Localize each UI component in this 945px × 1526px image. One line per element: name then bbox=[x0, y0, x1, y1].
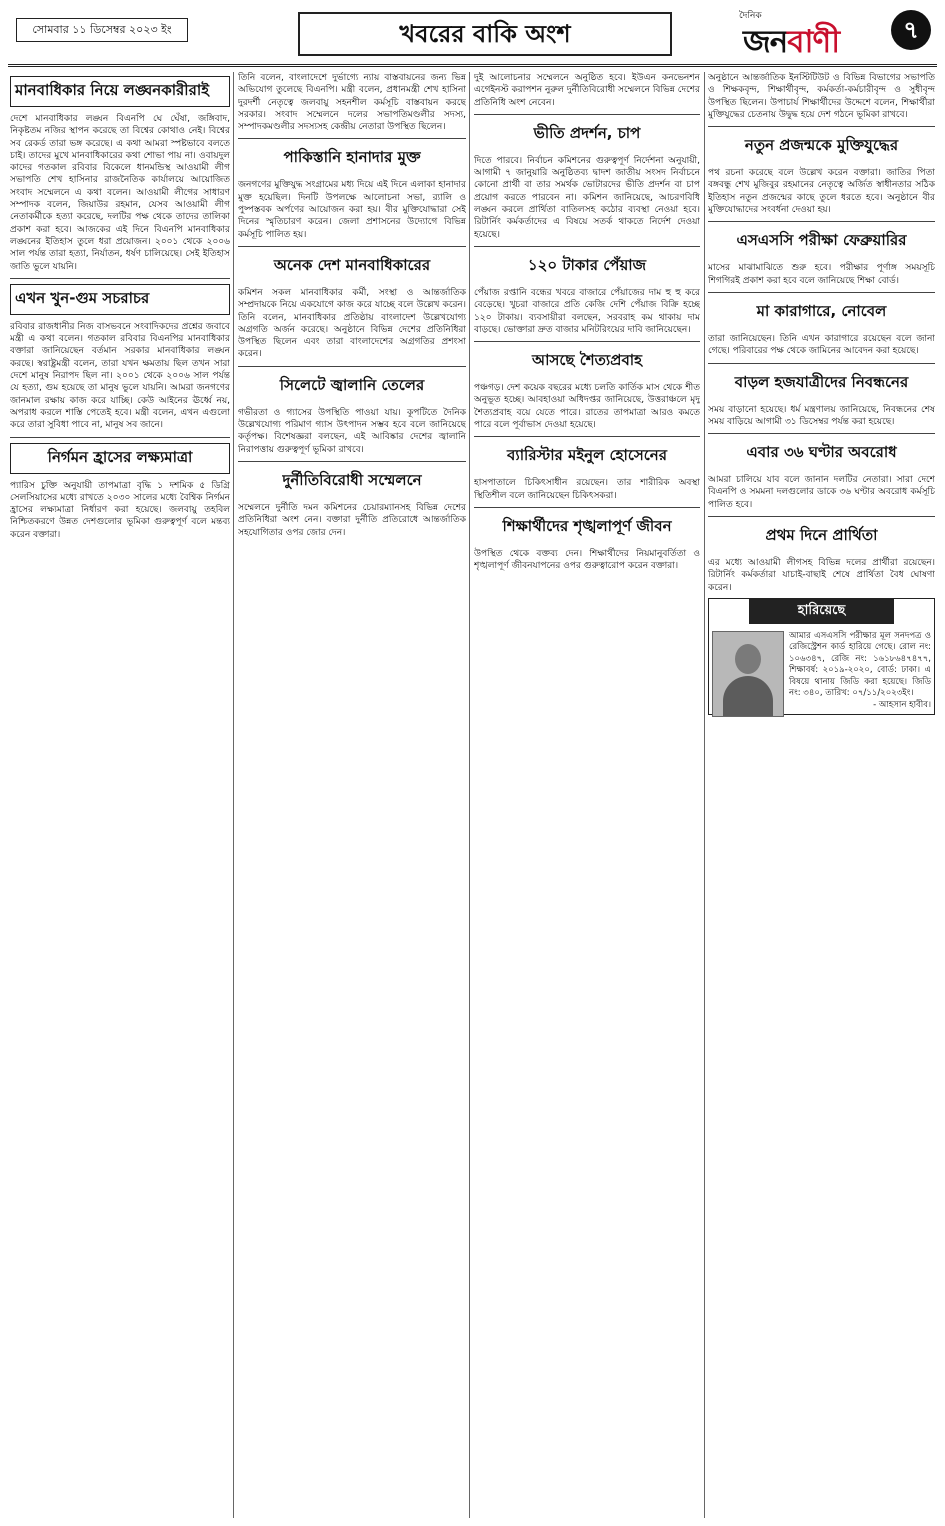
article-headline: নির্গমন হ্রাসের লক্ষ্যমাত্রা bbox=[10, 443, 230, 474]
page-number-badge: ৭ bbox=[891, 10, 931, 50]
article-separator bbox=[238, 138, 466, 139]
article-headline: মানবাধিকার নিয়ে লঙ্ঘনকারীরাই bbox=[10, 76, 230, 107]
article-body: পথ রচনা করেছে বলে উল্লেখ করেন বক্তারা। জাতির পিতা বঙ্গবন্ধু শেখ মুজিবুর রহমানের নেতৃত্বে অর্জিত স্বাধীনতার সঠিক ইতিহাস নতুন প্রজন্মের কাছে তুলে ধরতে হবে। অনুষ্ঠানে বীর মুক্তিযোদ্ধাদের সংবর্ধনা দেওয়া হয়। bbox=[708, 168, 935, 216]
article-body: পেঁয়াজ রপ্তানি বন্ধের খবরে বাজারে পেঁয়াজের দাম হু হু করে বেড়েছে। খুচরা বাজারে প্রতি কেজি দেশি পেঁয়াজ বিক্রি হচ্ছে ১২০ টাকায়। ব্যবসায়ীরা বলছেন, সরবরাহ কম থাকায় দাম বাড়ছে। ভোক্তারা দ্রুত বাজার মনিটরিংয়ের দাবি জানিয়েছেন। bbox=[474, 287, 700, 335]
article-body: পঞ্চগড়। দেশ কয়েক বছরের মধ্যে চলতি কার্তিক মাস থেকে শীত অনুভূত হচ্ছে। আবহাওয়া অধিদপ্তর জানিয়েছে, উত্তরাঞ্চলে মৃদু শৈত্যপ্রবাহ বয়ে যেতে পারে। রাতের তাপমাত্রা আরও কমতে পারে বলে পূর্বাভাস দেওয়া হয়েছে। bbox=[474, 383, 700, 431]
article-headline: আসছে শৈত্যপ্রবাহ bbox=[531, 351, 643, 370]
newspaper-logo bbox=[735, 8, 885, 60]
article-body: দিতে পারবে। নির্বাচন কমিশনের গুরুত্বপূর্ণ নির্দেশনা অনুযায়ী, আগামী ৭ জানুয়ারি অনুষ্ঠিতব্য দ্বাদশ জাতীয় সংসদ নির্বাচনে কোনো প্রার্থী বা তার সমর্থক ভোটারদের ভীতি প্রদর্শন বা চাপ প্রয়োগ করতে পারবেন না। কমিশন জানিয়েছে, আচরণবিধি লঙ্ঘন করলে প্রার্থিতা বাতিলসহ কঠোর ব্যবস্থা নেওয়া হবে। রিটার্নিং কর্মকর্তাদের এ বিষয়ে সতর্ক থাকতে নির্দেশ দেওয়া হয়েছে। bbox=[474, 155, 700, 240]
article-headline: এসএসসি পরীক্ষা ফেব্রুয়ারির bbox=[736, 231, 907, 250]
logo-part1: জন bbox=[743, 24, 788, 60]
article-body: সম্মেলনে দুর্নীতি দমন কমিশনের চেয়ারম্যানসহ বিভিন্ন দেশের প্রতিনিধিরা অংশ নেন। বক্তারা দুর্নীতি প্রতিরোধে আন্তর্জাতিক সহযোগিতার ওপর জোর দেন। bbox=[238, 502, 466, 538]
article-headline: দুর্নীতিবিরোধী সম্মেলনে bbox=[282, 470, 422, 489]
article-headline: ভীতি প্রদর্শন, চাপ bbox=[533, 123, 641, 142]
article-separator bbox=[708, 126, 935, 127]
article-separator bbox=[238, 366, 466, 367]
article-separator bbox=[474, 507, 700, 508]
date-box: সোমবার ১১ ডিসেম্বর ২০২৩ ইং bbox=[16, 18, 188, 42]
article-body: সময় বাড়ানো হয়েছে। ধর্ম মন্ত্রণালয় জানিয়েছে, নিবন্ধনের শেষ সময় বাড়িয়ে আগামী ৩১ ডিসেম্বর পর্যন্ত করা হয়েছে। bbox=[708, 404, 935, 427]
article-body: প্যারিস চুক্তি অনুযায়ী তাপমাত্রা বৃদ্ধি ১ দশমিক ৫ ডিগ্রি সেলসিয়াসের মধ্যে রাখতে ২০৩০ সালের মধ্যে বৈশ্বিক নির্গমন হ্রাসের লক্ষ্যমাত্রা নির্ধারণ করা হয়েছে। জলবায়ু তহবিল নিশ্চিতকরণে উন্নত দেশগুলোর ভূমিকা গুরুত্বপূর্ণ বলে মন্তব্য করেন বক্তারা। bbox=[10, 480, 230, 540]
logo-part2: বাণী bbox=[787, 24, 840, 60]
missing-notice-signature: - আহসান হাবীব। bbox=[873, 699, 931, 710]
article-separator bbox=[708, 221, 935, 222]
column-divider bbox=[704, 72, 705, 1518]
article-body: আমরা চালিয়ে যাব বলে জানান দলটির নেতারা। সারা দেশে বিএনপি ও সমমনা দলগুলোর ডাকে ৩৬ ঘণ্টার অবরোধ কর্মসূচি পালিত হবে। bbox=[708, 475, 935, 510]
article-headline: অনেক দেশ মানবাধিকারের bbox=[273, 255, 431, 274]
article-headline: নতুন প্রজন্মকে মুক্তিযুদ্ধের bbox=[744, 136, 899, 155]
article-separator bbox=[708, 433, 935, 434]
article-headline: এখন খুন-গুম সচরাচর bbox=[10, 284, 230, 315]
article-headline: ১২০ টাকার পেঁয়াজ bbox=[527, 255, 647, 274]
article-body: গভীরতা ও গ্যাসের উপস্থিতি পাওয়া যায়। কূপটিতে দৈনিক উল্লেখযোগ্য পরিমাণ গ্যাস উৎপাদন সম্ভব হবে বলে জানিয়েছে কর্তৃপক্ষ। বিশেষজ্ঞরা বলছেন, এই আবিষ্কার দেশের জ্বালানি নিরাপত্তায় গুরুত্বপূর্ণ ভূমিকা রাখবে। bbox=[238, 407, 466, 455]
article-body: জনগণের মুক্তিযুদ্ধ সংগ্রামের মধ্য দিয়ে এই দিনে এলাকা হানাদার মুক্ত হয়েছিল। দিনটি উপলক্ষে আলোচনা সভা, র‍্যালি ও পুষ্পস্তবক অর্পণের আয়োজন করা হয়। বীর মুক্তিযোদ্ধারা সেই দিনের স্মৃতিচারণ করেন। জেলা প্রশাসনের উদ্যোগে বিভিন্ন কর্মসূচি পালিত হয়। bbox=[238, 180, 466, 240]
person-photo bbox=[712, 631, 784, 717]
article-headline: মা কারাগারে, নোবেল bbox=[756, 301, 887, 320]
article-separator bbox=[708, 292, 935, 293]
article-separator bbox=[474, 436, 700, 437]
article-columns bbox=[10, 72, 935, 1518]
masthead bbox=[8, 6, 937, 67]
article-body: তারা জানিয়েছেন। তিনি এখন কারাগারে রয়েছেন বলে জানা গেছে। পরিবারের পক্ষ থেকে জামিনের আবেদন করা হয়েছে। bbox=[708, 333, 935, 357]
article-separator bbox=[10, 278, 230, 279]
article-separator bbox=[474, 114, 700, 115]
missing-notice-title: হারিয়েছে bbox=[749, 599, 894, 624]
article-headline: এবার ৩৬ ঘণ্টার অবরোধ bbox=[746, 443, 897, 462]
article-body: দুই আলোচনার সম্মেলনে অনুষ্ঠিত হবে। ইউএন কনভেনশন এগেইনস্ট করাপশন নুরুল দুর্নীতিবিরোধী সম্মেলনে বিভিন্ন দেশের প্রতিনিধি অংশ নেবেন। bbox=[474, 73, 700, 108]
article-body: দেশে মানবাধিকার লঙ্ঘন বিএনপি ঘে ঘেঁষা, জঙ্গিবাদ, নিকৃষ্টতম নজির স্থাপন করেছে তা বিশ্বের কোথাও নেই। বিশ্বের সব রেকর্ড তারা ভঙ্গ করেছে। এ কথা আমরা স্পষ্টভাবে বলতে চাই। তাদের মুখে মানবাধিকারের কথা শোভা পায় না। ওবায়দুল কাদের গতকাল রবিবার বিকেলে ধানমন্ডিস্থ আওয়ামী লীগ সভাপতি শেখ হাসিনার রাজনৈতিক কার্যালয়ে আয়োজিত সংবাদ সম্মেলনে এ কথা বলেন। আওয়ামী লীগের সাধারণ সম্পাদক বলেন, জিয়াউর রহমান, যেসব আওয়ামী লীগ নেতাকর্মীকে হত্যা করেছে, দলটির পক্ষ থেকে তাদের তালিকা প্রকাশ করা হবে। আজকের এই দিনে বিএনপি মানবাধিকার লঙ্ঘনের ইতিহাস তুলে ধরা প্রয়োজন। ২০০১ থেকে ২০০৬ সাল পর্যন্ত তারা হত্যা, নির্যাতন, ধর্ষণ চালিয়েছে। সেই ইতিহাস জাতি ভুলে যায়নি। bbox=[10, 114, 230, 272]
column-divider bbox=[469, 72, 470, 1518]
article-separator bbox=[238, 246, 466, 247]
article-headline: শিক্ষার্থীদের শৃঙ্খলাপূর্ণ জীবন bbox=[502, 516, 672, 535]
article-body: তিনি বলেন, বাংলাদেশে দুর্ভাগ্যে ন্যায় বাস্তবায়নের জন্য ভিন্ন অভিযোগ তুলেছে বিএনপি। মন্ত্রী বলেন, প্রধানমন্ত্রী শেখ হাসিনা দুরদর্শী নেতৃত্বে জলবায়ু সহনশীল কর্মসূচি বাস্তবায়ন করছে সরকার। সংবাদ সম্মেলনে দলের সভাপতিমণ্ডলীর সদস্য, সম্পাদকমণ্ডলীর সদস্যসহ কেন্দ্রীয় নেতারা উপস্থিত ছিলেন। bbox=[238, 73, 466, 133]
column-1 bbox=[10, 72, 230, 1518]
article-body: হাসপাতালে চিকিৎসাধীন রয়েছেন। তার শারীরিক অবস্থা স্থিতিশীল বলে জানিয়েছেন চিকিৎসকরা। bbox=[474, 478, 700, 501]
missing-notice bbox=[708, 598, 935, 716]
article-body: মাসের মাঝামাঝিতে শুরু হবে। পরীক্ষার পূর্ণাঙ্গ সময়সূচি শিগগিরই প্রকাশ করা হবে বলে জানিয়েছে শিক্ষা বোর্ড। bbox=[708, 263, 935, 286]
logo-prefix: দৈনিক bbox=[739, 11, 762, 21]
article-body: উপস্থিত থেকে বক্তব্য দেন। শিক্ষার্থীদের নিয়মানুবর্তিতা ও শৃঙ্খলাপূর্ণ জীবনযাপনের ওপর গুরুত্বারোপ করেন বক্তারা। bbox=[474, 548, 700, 572]
page-title: খবরের বাকি অংশ bbox=[298, 12, 672, 56]
article-separator bbox=[708, 363, 935, 364]
photo-shoulders-shape bbox=[723, 676, 773, 716]
logo-name bbox=[743, 18, 839, 70]
article-body: এর মধ্যে আওয়ামী লীগসহ বিভিন্ন দলের প্রার্থীরা রয়েছেন। রিটার্নিং কর্মকর্তারা যাচাই-বাছাই শেষে প্রার্থিতা বৈধ ঘোষণা করেন। bbox=[708, 558, 935, 593]
article-body: রবিবার রাজধানীর নিজ বাসভবনে সংবাদিকদের প্রশ্নের জবাবে মন্ত্রী এ কথা বলেন। গতকাল রবিবার বিএনপির মানবাধিকার বক্তারা জানিয়েছেন বর্তমান সরকার মানবাধিকার লঙ্ঘন করছে। স্বরাষ্ট্রমন্ত্রী বলেন, তারা যখন ক্ষমতায় ছিল তখন সারা দেশে মানুষ নিরাপদ ছিল না। ২০০১ থেকে ২০০৬ সাল পর্যন্ত যে হত্যা, গুম হয়েছে তা মানুষ ভুলে যায়নি। আমরা জনগণের জানমাল রক্ষায় কাজ করে যাচ্ছি। কেউ আইনের ঊর্ধ্বে নয়, অপরাধ করলে শাস্তি পেতেই হবে। মন্ত্রী বলেন, এখন এগুলো করে তারা সুবিধা পাবে না, মানুষ সব জানে। bbox=[10, 321, 230, 431]
column-3 bbox=[474, 72, 700, 1518]
article-separator bbox=[708, 516, 935, 517]
article-body: অনুষ্ঠানে আন্তর্জাতিক ইনস্টিটিউট ও বিভিন্ন বিভাগের সভাপতি ও শিক্ষকবৃন্দ, শিক্ষার্থীবৃন্দ, কর্মকর্তা-কর্মচারীবৃন্দ ও সুধীবৃন্দ উপস্থিত ছিলেন। উপাচার্য শিক্ষার্থীদের উদ্দেশে বলেন, শিক্ষার্থীরা মুক্তিযুদ্ধের চেতনায় উদ্বুদ্ধ হয়ে দেশ গঠনে ভূমিকা রাখবে। bbox=[708, 73, 935, 120]
article-headline: ব্যারিস্টার মইনুল হোসেনের bbox=[507, 446, 667, 465]
article-headline: বাড়ল হজযাত্রীদের নিবন্ধনের bbox=[734, 372, 909, 391]
column-divider bbox=[233, 72, 234, 1518]
column-2 bbox=[238, 72, 466, 1518]
article-headline: প্রথম দিনে প্রার্থিতা bbox=[765, 526, 878, 545]
article-separator bbox=[474, 341, 700, 342]
column-4 bbox=[708, 72, 935, 1518]
article-separator bbox=[10, 437, 230, 438]
photo-head-shape bbox=[735, 644, 761, 674]
article-headline: সিলেটে জ্বালানি তেলের bbox=[279, 375, 425, 394]
article-body: কমিশন সকল মানবাধিকার কর্মী, সংস্থা ও আন্তর্জাতিক সম্প্রদায়কে নিয়ে একযোগে কাজ করে যাচ্ছে বলে উল্লেখ করেন। তিনি বলেন, মানবাধিকার প্রতিষ্ঠায় বাংলাদেশ উল্লেখযোগ্য অগ্রগতি অর্জন করেছে। অনুষ্ঠানে বিভিন্ন দেশের প্রতিনিধিরা উপস্থিত ছিলেন এবং তারা বাংলাদেশের অগ্রগতির প্রশংসা করেন। bbox=[238, 287, 466, 360]
article-headline: পাকিস্তানি হানাদার মুক্ত bbox=[283, 148, 421, 167]
article-separator bbox=[238, 461, 466, 462]
article-separator bbox=[474, 246, 700, 247]
missing-notice-body: আমার এসএসসি পরীক্ষার মূল সনদপত্র ও রেজিস্ট্রেশন কার্ড হারিয়ে গেছে। রোল নং: ১০৬৩৪৭, রেজি নং: ১৬১৮৬৪৭৪৭৭, শিক্ষাবর্ষ: ২০১৯-২০২০, বোর্ড: ঢাকা। এ বিষয়ে থানায় জিডি করা হয়েছে। জিডি নং: ৩৪০, তারিখ: ০৭/১১/২০২৩ইং। bbox=[789, 630, 931, 699]
